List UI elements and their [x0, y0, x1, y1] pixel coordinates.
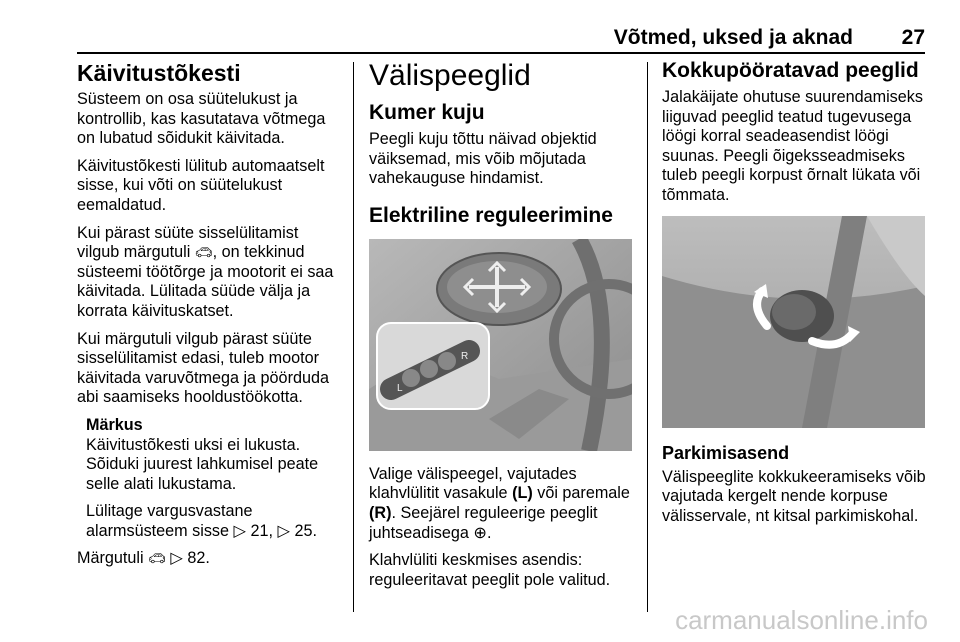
left-label: (L): [512, 484, 533, 503]
paragraph-text: Valige välispeegel, vajutades klahvlülitit vasakule: [369, 464, 577, 503]
note-text: Lülitage vargusvastane alarmsüsteem sisse ▷ 21, ▷ 25.: [86, 502, 317, 540]
paragraph-text: Märgutuli: [77, 549, 149, 568]
column-immobilizer: [77, 58, 345, 577]
subheading-convex: Kumer kuju: [369, 101, 485, 124]
folding-mirror-figure: [662, 216, 925, 428]
subheading-electric: Elektriline reguleerimine: [369, 203, 613, 227]
watermark: carmanualsonline.info: [675, 605, 928, 635]
mirror-adjust-icon: ⊕: [473, 523, 487, 542]
subheading-parking-position: Parkimisasend: [662, 442, 790, 463]
paragraph-text: . Seejärel reguleerige peeglit juhtseadisega: [369, 503, 598, 542]
section-heading-mirrors: Välispeeglid: [369, 59, 531, 92]
column-divider: [353, 62, 354, 612]
section-heading-immobilizer: Käivitustõkesti: [77, 60, 241, 86]
paragraph: Klahvlüliti keskmises asendis: reguleeritavat peeglit pole valitud.: [369, 551, 611, 589]
page-reference-arrow-icon: ▷: [277, 521, 290, 540]
paragraph-text: , on tekkinud süsteemi töötõrge ja mootorit ei saa käivitada. Lülitada süüde välja ja korrata käivituskatset.: [77, 243, 334, 320]
right-label: (R): [369, 503, 392, 522]
page-reference-arrow-icon: ▷: [170, 549, 183, 568]
page-header: [77, 0, 925, 52]
column-folding-mirrors: [662, 58, 927, 534]
page-number: 27: [901, 26, 925, 49]
note-title: Märkus: [86, 415, 143, 434]
paragraph: Peegli kuju tõttu näivad objektid väiksemad, mis võib mõjutada vahekauguse hindamist.: [369, 130, 597, 188]
column-mirrors: [369, 58, 635, 598]
paragraph: Välispeeglite kokkukeeramiseks võib vajutada kergelt nende korpuse välisservale, nt kitsal parkimiskohal.: [662, 467, 926, 525]
column-divider: [647, 62, 648, 612]
paragraph: Valige välispeegel, vajutades klahvlülitit vasakule (L) või paremale (R). Seejärel reguleerige peeglit juhtseadisega ⊕.: [369, 464, 630, 542]
immobilizer-warning-icon: 🚗︎: [194, 244, 213, 261]
paragraph: Kui märgutuli vilgub pärast süüte sisselülitamist edasi, tuleb mootor käivitada varuvõtmega ja pöörduda abi saamiseks hooldustöökotta.: [77, 329, 329, 407]
immobilizer-warning-icon: 🚗︎: [148, 550, 166, 567]
paragraph-text: Kui pärast süüte sisselülitamist vilgub märgutuli: [77, 223, 299, 262]
note-text-part: Lülitage vargusvastane alarmsüsteem sisse: [86, 502, 253, 540]
note-box: [86, 416, 345, 542]
note-text: Käivitustõkesti uksi ei lukusta. Sõiduki juurest lahkumisel peate selle alati lukustama.: [86, 435, 319, 493]
paragraph: Käivitustõkesti lülitub automaatselt sisse, kui võti on süütelukust eemaldatud.: [77, 156, 325, 214]
svg-text:R: R: [461, 350, 469, 362]
paragraph: Märgutuli 🚗︎ ▷ 82.: [77, 549, 210, 568]
page-reference[interactable]: 82: [187, 549, 206, 568]
section-heading-folding: Kokkupööratavad peeglid: [662, 59, 919, 82]
page-reference[interactable]: 25: [294, 521, 313, 540]
paragraph: Jalakäijate ohutuse suurendamiseks liiguvad peeglid teatud tugevusega löögi korral seadeasendist löögi suunas. Peegli õigeksseadmiseks tuleb peegli korpust õrnalt lükata või tõmmata.: [662, 88, 923, 204]
header-rule: [77, 52, 925, 54]
svg-text:L: L: [397, 382, 403, 394]
chapter-title: Võtmed, uksed ja aknad: [613, 26, 853, 49]
paragraph: [77, 224, 345, 322]
paragraph-text: või paremale: [532, 484, 630, 503]
page-reference-arrow-icon: ▷: [233, 521, 246, 540]
paragraph: Süsteem on osa süütelukust ja kontrollib, kas kasutatava võtmega on lubatud sõidukit käivitada.: [77, 90, 326, 148]
page-reference[interactable]: 21: [250, 521, 269, 540]
mirror-control-switch-figure: [369, 239, 632, 451]
